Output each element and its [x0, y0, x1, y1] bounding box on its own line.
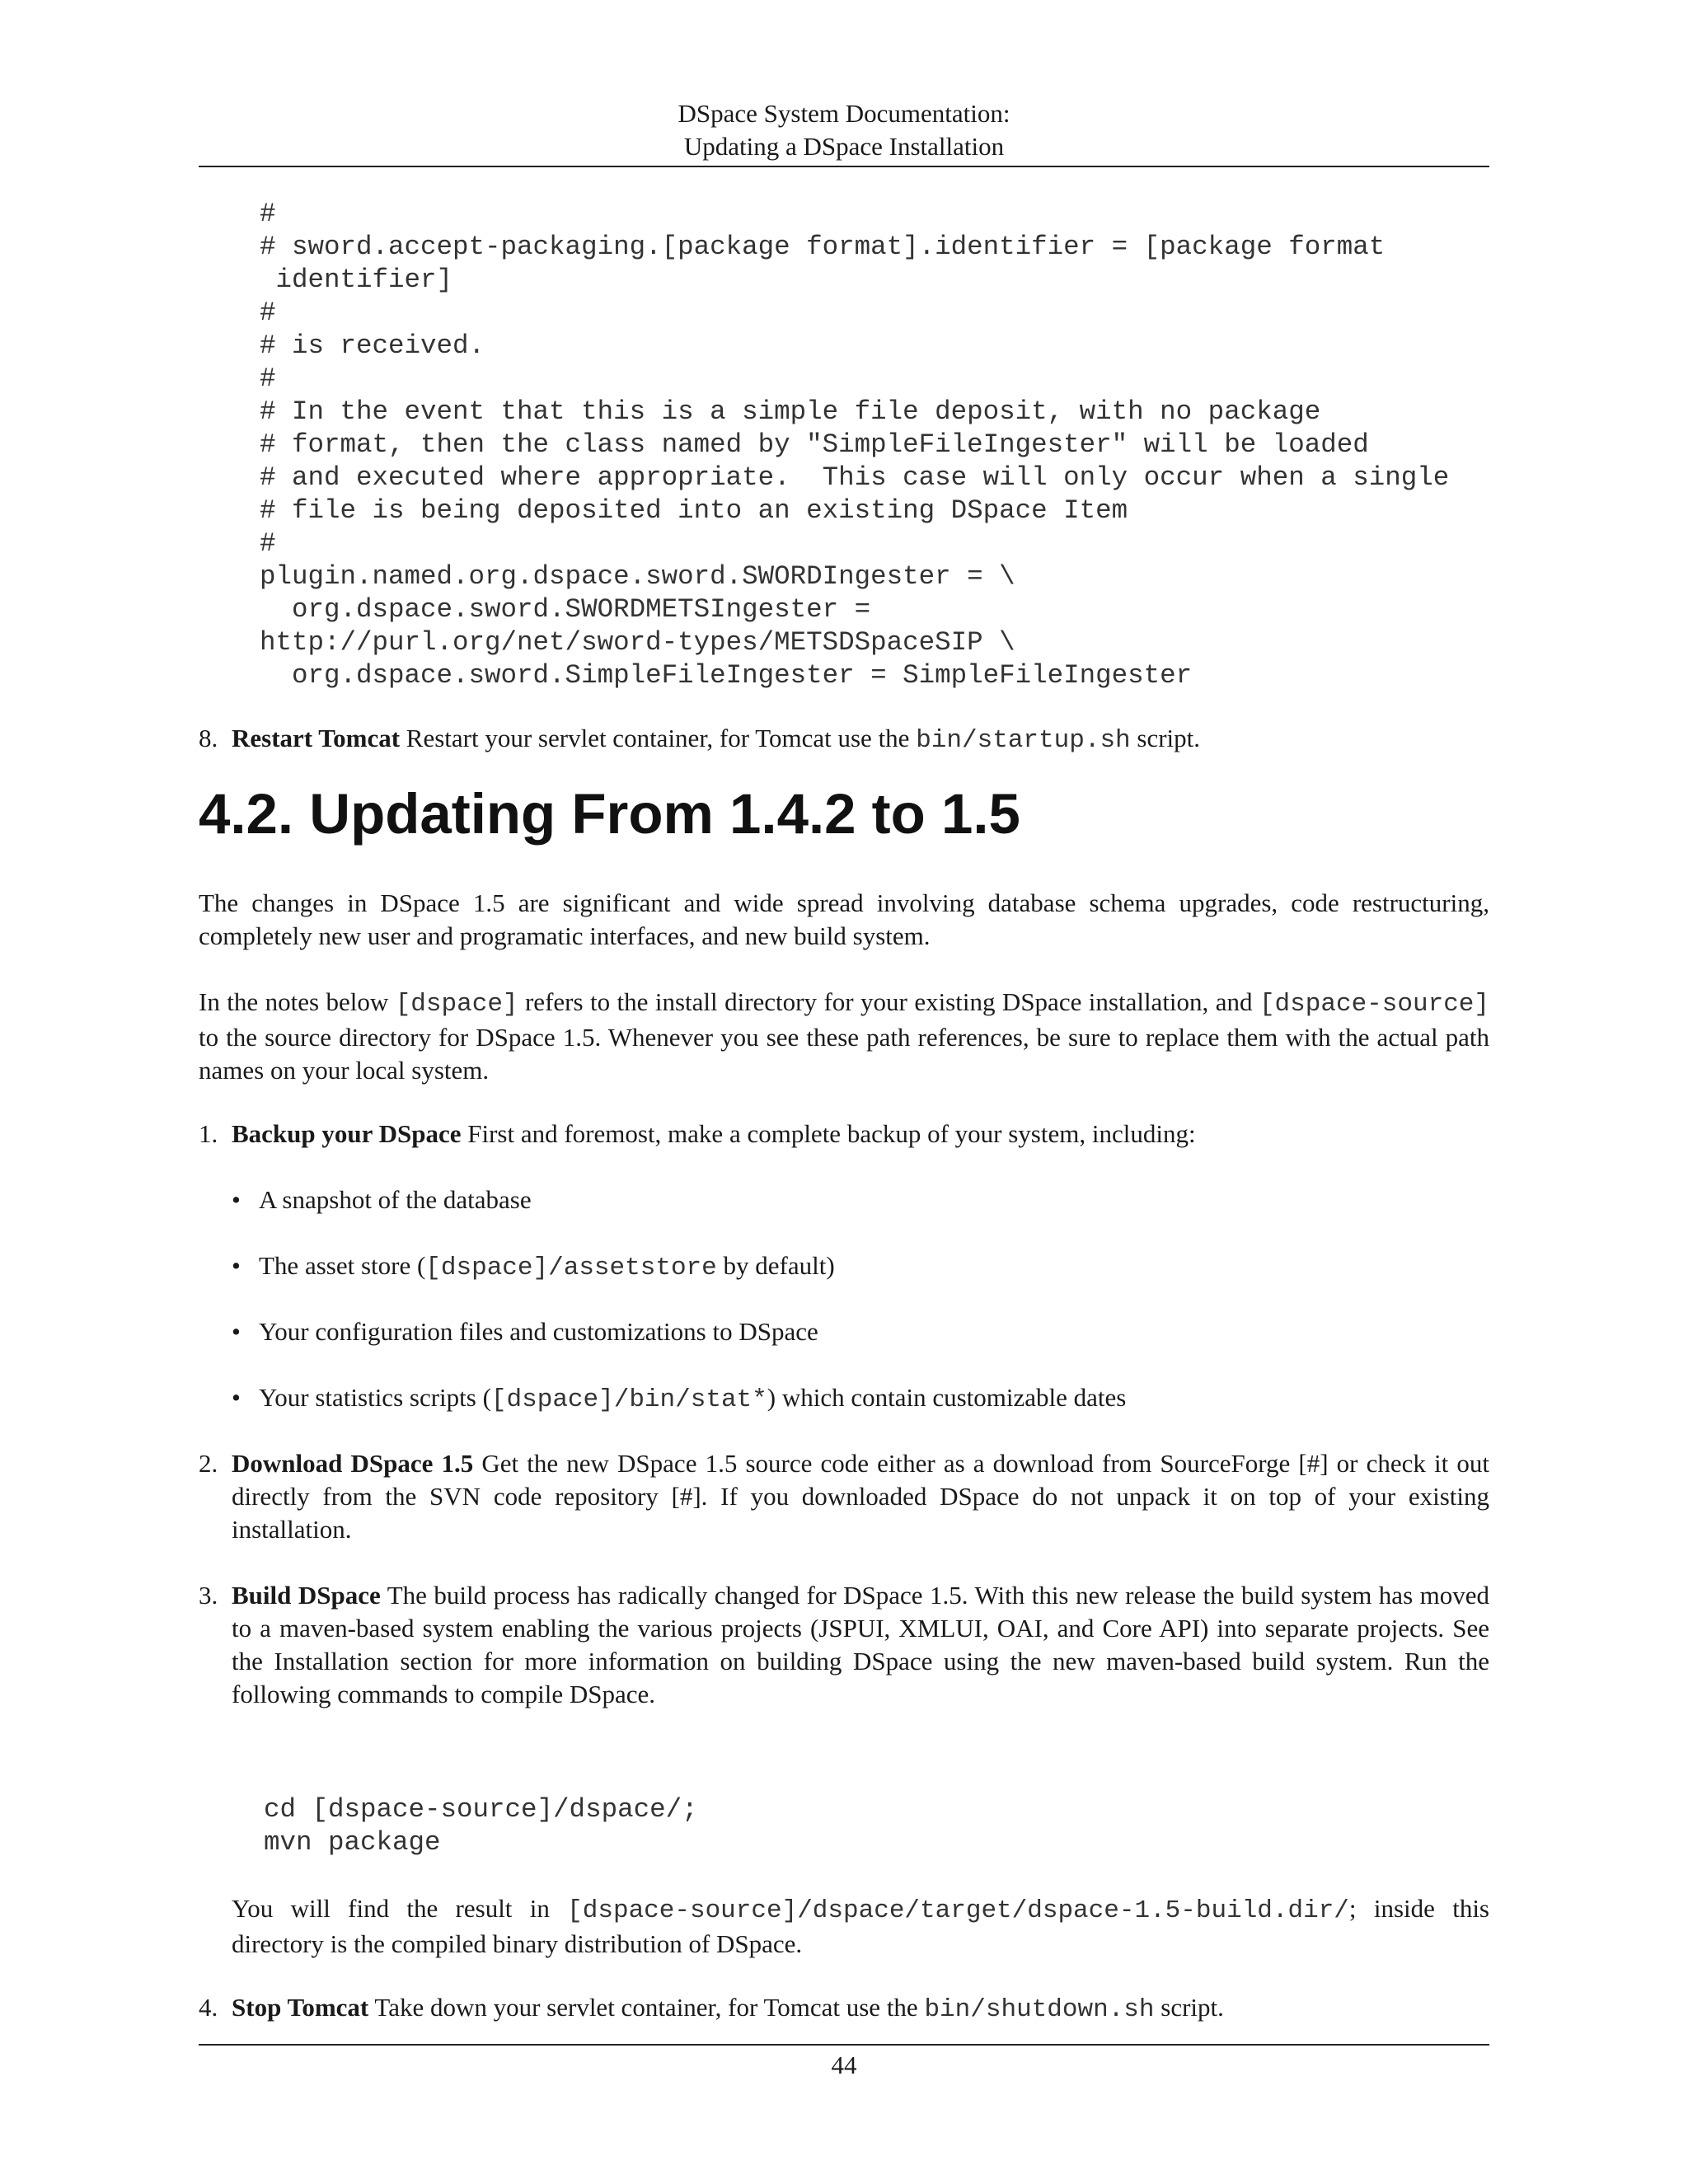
paragraph-text: ; inside this directory is the compiled binary distribution of DSpace.: [232, 1894, 1489, 1958]
code-line: #: [260, 298, 276, 328]
step-number: 2.: [199, 1449, 218, 1478]
code-line: # In the event that this is a simple file deposit, with no package: [260, 396, 1321, 427]
inline-code: bin/shutdown.sh: [924, 1995, 1155, 2024]
code-line: plugin.named.org.dspace.sword.SWORDIngester = \: [260, 561, 1015, 592]
inline-code: [dspace]/assetstore: [425, 1254, 717, 1282]
code-line: # file is being deposited into an existing DSpace Item: [260, 495, 1128, 526]
bullet-text: A snapshot of the database: [259, 1185, 532, 1214]
step-title: Stop Tomcat: [232, 1993, 369, 2022]
step-title: Backup your DSpace: [232, 1119, 462, 1148]
notes-paragraph: [199, 986, 1489, 1087]
section-heading: 4.2. Updating From 1.4.2 to 1.5: [199, 782, 1020, 846]
code-line: # format, then the class named by "SimpleFileIngester" will be loaded: [260, 429, 1369, 460]
bullet-dot-icon: •: [232, 1251, 241, 1280]
paragraph-text: refers to the install directory for your existing DSpace installation, and: [518, 987, 1259, 1016]
step-title: Build DSpace: [232, 1581, 381, 1610]
bullet-item: [232, 1249, 1489, 1285]
paragraph-text: In the notes below: [199, 987, 396, 1016]
paragraph-text: You will find the result in: [232, 1894, 568, 1923]
footer-rule: [199, 2044, 1489, 2046]
paragraph-text: to the source directory for DSpace 1.5. Whenever you see these path references, be sure to replace them with the actual path names on your local system.: [199, 1023, 1489, 1085]
step-number: 1.: [199, 1119, 218, 1148]
bullet-dot-icon: •: [232, 1185, 241, 1214]
code-line: #: [260, 528, 276, 559]
bullet-text: by default): [716, 1251, 835, 1280]
code-line: # sword.accept-packaging.[package format].identifier = [package format: [260, 232, 1386, 262]
step-2-download: [199, 1447, 1489, 1546]
step-3-build: [199, 1579, 1489, 1711]
code-line: #: [260, 363, 276, 394]
step-number: 8.: [199, 724, 218, 752]
code-line: identifier]: [260, 265, 453, 295]
step-number: 4.: [199, 1993, 218, 2022]
bullet-dot-icon: •: [232, 1317, 241, 1346]
running-header: [199, 97, 1489, 163]
step-text: Take down your servlet container, for Tomcat use the: [368, 1993, 925, 2022]
inline-code: [dspace-source]/dspace/target/dspace-1.5-build.dir/: [567, 1896, 1349, 1925]
inline-code: [dspace]: [395, 990, 518, 1019]
step-text: First and foremost, make a complete backup of your system, including:: [461, 1119, 1196, 1148]
bullet-dot-icon: •: [232, 1383, 241, 1412]
bullet-text: ) which contain customizable dates: [767, 1383, 1127, 1412]
step-text: Restart your servlet container, for Tomcat use the: [400, 724, 917, 752]
code-line: #: [260, 199, 276, 229]
code-line: # and executed where appropriate. This case will only occur when a single: [260, 462, 1450, 493]
bullet-item: [232, 1183, 1489, 1216]
step-title: Download DSpace 1.5: [232, 1449, 474, 1478]
code-line: org.dspace.sword.SimpleFileIngester = SimpleFileIngester: [260, 660, 1193, 691]
step-text: Get the new DSpace 1.5 source code either as a download from SourceForge [#] or check it out directly from the SVN code repository [#]. If you downloaded DSpace do not unpack it on top of your existing installation.: [232, 1449, 1489, 1544]
step-1-backup: [199, 1118, 1489, 1151]
step-4-stop-tomcat: [199, 1991, 1489, 2027]
code-line: cd [dspace-source]/dspace/;: [264, 1794, 698, 1825]
header-doc-title: DSpace System Documentation:: [678, 99, 1010, 128]
step-text: The build process has radically changed for DSpace 1.5. With this new release the build system has moved to a maven-based system enabling the various projects (JSPUI, XMLUI, OAI, and Core API) into separate projects. See the Installation section for more information on building DSpace using the new maven-based build system. Run the following commands to compile DSpace.: [232, 1581, 1489, 1708]
step-number: 3.: [199, 1581, 218, 1610]
step-text: script.: [1130, 724, 1201, 752]
code-line: mvn package: [264, 1827, 441, 1858]
bullet-item: [232, 1381, 1489, 1417]
code-line: http://purl.org/net/sword-types/METSDSpaceSIP \: [260, 627, 1015, 658]
page-number: 44: [831, 2050, 857, 2079]
code-line: org.dspace.sword.SWORDMETSIngester =: [260, 594, 871, 625]
bullet-item: [232, 1315, 1489, 1348]
header-rule: [199, 166, 1489, 167]
code-block-sword-config: [260, 198, 1449, 692]
intro-paragraph: The changes in DSpace 1.5 are significant and wide spread involving database schema upgrades, code restructuring, completely new user and programatic interfaces, and new build system.: [199, 888, 1489, 950]
bullet-text: Your configuration files and customizations to DSpace: [259, 1317, 818, 1346]
step-8-restart-tomcat: [199, 722, 1489, 757]
inline-code: [dspace-source]: [1259, 990, 1489, 1019]
bullet-text: The asset store (: [259, 1251, 426, 1280]
code-block-build-commands: [264, 1793, 698, 1859]
build-result-paragraph: [232, 1892, 1489, 1961]
step-text: script.: [1154, 1993, 1224, 2022]
inline-code: [dspace]/bin/stat*: [490, 1385, 767, 1414]
bullet-text: Your statistics scripts (: [259, 1383, 491, 1412]
header-chapter-title: Updating a DSpace Installation: [683, 132, 1005, 161]
code-line: # is received.: [260, 330, 485, 361]
inline-code: bin/startup.sh: [916, 726, 1131, 755]
step-title: Restart Tomcat: [232, 724, 401, 752]
